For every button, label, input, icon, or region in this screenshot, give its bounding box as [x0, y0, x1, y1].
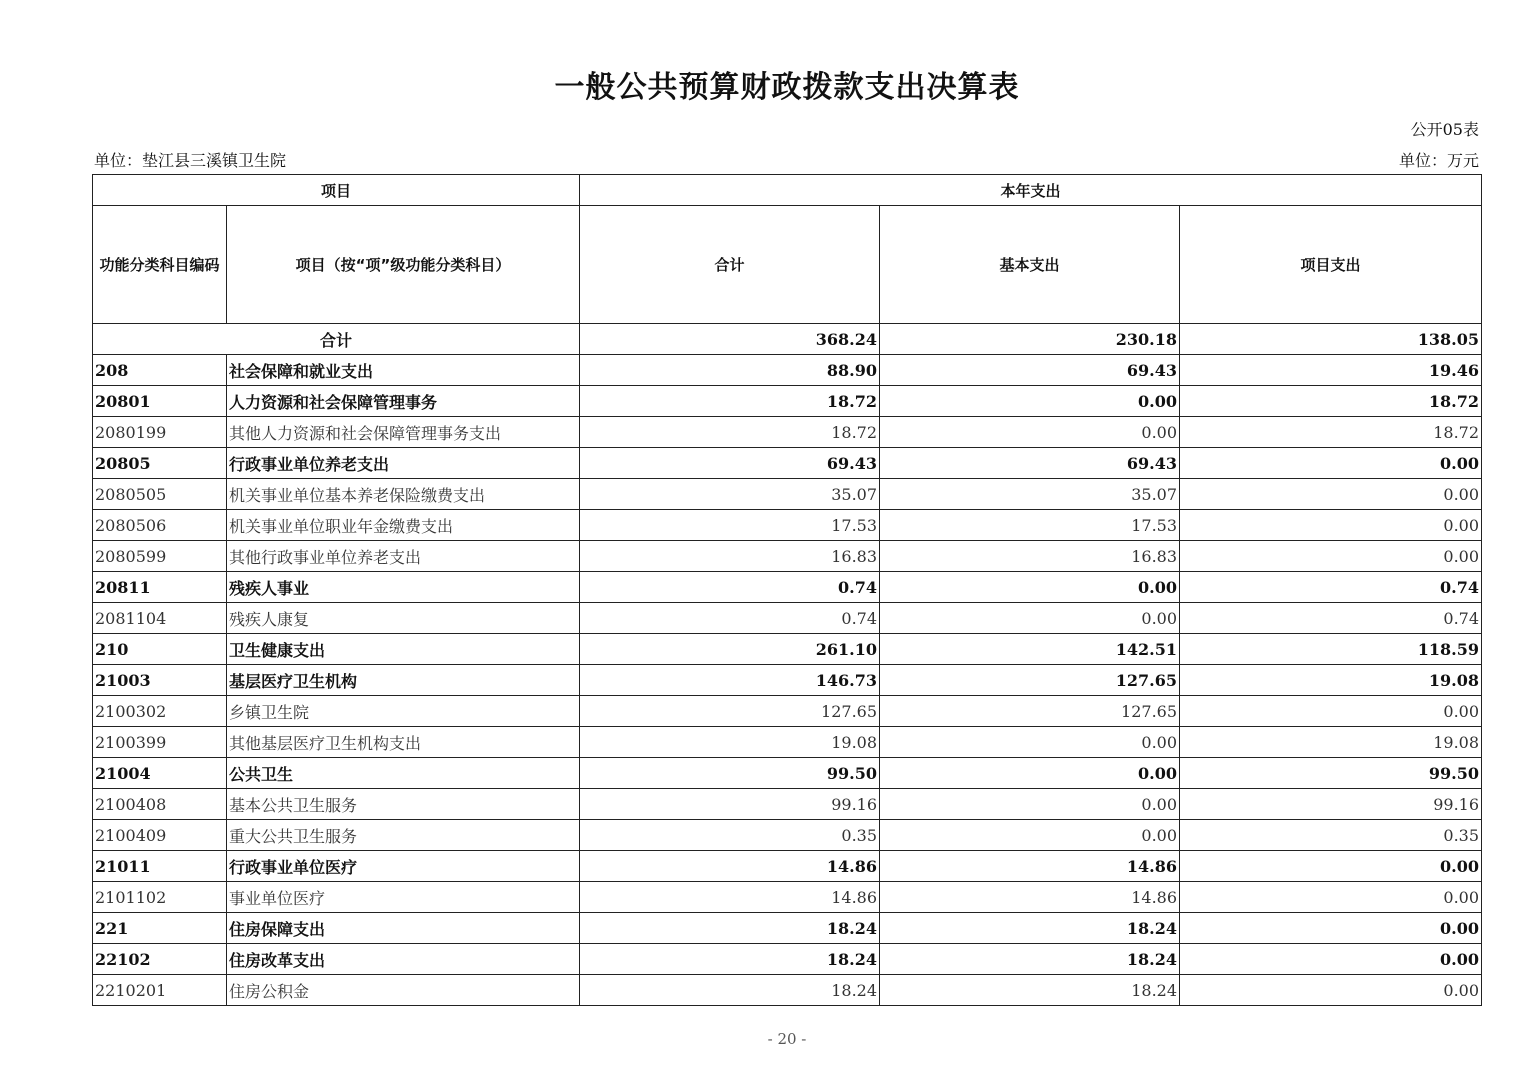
row-total: 35.07	[580, 479, 880, 510]
row-project: 0.00	[1180, 913, 1482, 944]
row-name: 住房公积金	[227, 975, 580, 1006]
row-name: 公共卫生	[227, 758, 580, 789]
row-name: 机关事业单位职业年金缴费支出	[227, 510, 580, 541]
header-project: 项目支出	[1180, 206, 1482, 324]
row-project: 19.08	[1180, 665, 1482, 696]
row-basic: 142.51	[880, 634, 1180, 665]
table-row	[93, 913, 1482, 944]
row-basic: 127.65	[880, 665, 1180, 696]
row-name: 其他基层医疗卫生机构支出	[227, 727, 580, 758]
row-name: 残疾人康复	[227, 603, 580, 634]
row-name: 住房保障支出	[227, 913, 580, 944]
table-row	[93, 603, 1482, 634]
reporting-unit: 单位：垫江县三溪镇卫生院	[94, 151, 287, 170]
table-row	[93, 851, 1482, 882]
row-total: 14.86	[580, 882, 880, 913]
page-number: - 20 -	[767, 1030, 807, 1048]
row-basic: 0.00	[880, 820, 1180, 851]
row-total: 18.72	[580, 386, 880, 417]
row-basic: 127.65	[880, 696, 1180, 727]
header-name: 项目（按“项”级功能分类科目）	[227, 206, 580, 324]
expenditure-table	[92, 174, 1482, 1006]
row-name: 行政事业单位养老支出	[227, 448, 580, 479]
row-code: 20811	[93, 572, 227, 603]
row-code: 2100408	[93, 789, 227, 820]
form-number: 公开05表	[1410, 120, 1479, 139]
total-basic: 230.18	[880, 324, 1180, 355]
row-project: 0.35	[1180, 820, 1482, 851]
row-total: 0.74	[580, 603, 880, 634]
row-project: 0.00	[1180, 944, 1482, 975]
total-label: 合计	[93, 324, 580, 355]
row-project: 19.08	[1180, 727, 1482, 758]
table-row	[93, 758, 1482, 789]
header-basic: 基本支出	[880, 206, 1180, 324]
row-code: 2100409	[93, 820, 227, 851]
row-code: 21004	[93, 758, 227, 789]
table-row	[93, 820, 1482, 851]
row-name: 社会保障和就业支出	[227, 355, 580, 386]
row-basic: 14.86	[880, 851, 1180, 882]
row-basic: 0.00	[880, 789, 1180, 820]
row-basic: 69.43	[880, 448, 1180, 479]
table-row	[93, 417, 1482, 448]
row-total: 0.74	[580, 572, 880, 603]
row-project: 0.74	[1180, 572, 1482, 603]
row-basic: 17.53	[880, 510, 1180, 541]
row-project: 0.00	[1180, 696, 1482, 727]
row-basic: 69.43	[880, 355, 1180, 386]
row-name: 行政事业单位医疗	[227, 851, 580, 882]
row-code: 20801	[93, 386, 227, 417]
table-row	[93, 479, 1482, 510]
row-project: 99.50	[1180, 758, 1482, 789]
total-row	[93, 324, 1482, 355]
row-name: 住房改革支出	[227, 944, 580, 975]
row-project: 118.59	[1180, 634, 1482, 665]
row-name: 机关事业单位基本养老保险缴费支出	[227, 479, 580, 510]
row-total: 18.24	[580, 944, 880, 975]
table-row	[93, 541, 1482, 572]
row-code: 208	[93, 355, 227, 386]
row-code: 22102	[93, 944, 227, 975]
row-total: 18.24	[580, 913, 880, 944]
table-row	[93, 789, 1482, 820]
row-project: 0.00	[1180, 479, 1482, 510]
table-row	[93, 510, 1482, 541]
row-code: 2080599	[93, 541, 227, 572]
row-project: 0.00	[1180, 541, 1482, 572]
row-name: 残疾人事业	[227, 572, 580, 603]
row-total: 18.72	[580, 417, 880, 448]
row-project: 0.00	[1180, 510, 1482, 541]
row-project: 0.00	[1180, 975, 1482, 1006]
row-code: 2100302	[93, 696, 227, 727]
row-project: 99.16	[1180, 789, 1482, 820]
row-basic: 14.86	[880, 882, 1180, 913]
row-project: 18.72	[1180, 386, 1482, 417]
row-basic: 18.24	[880, 913, 1180, 944]
table-row	[93, 882, 1482, 913]
row-total: 127.65	[580, 696, 880, 727]
row-basic: 0.00	[880, 727, 1180, 758]
table-row	[93, 665, 1482, 696]
row-basic: 18.24	[880, 944, 1180, 975]
header-group-current-year: 本年支出	[580, 175, 1482, 206]
row-name: 其他行政事业单位养老支出	[227, 541, 580, 572]
total-project: 138.05	[1180, 324, 1482, 355]
table-row	[93, 944, 1482, 975]
row-total: 14.86	[580, 851, 880, 882]
header-total: 合计	[580, 206, 880, 324]
row-code: 2101102	[93, 882, 227, 913]
table-row	[93, 448, 1482, 479]
row-code: 2080199	[93, 417, 227, 448]
row-basic: 0.00	[880, 417, 1180, 448]
row-project: 0.00	[1180, 448, 1482, 479]
row-total: 261.10	[580, 634, 880, 665]
row-name: 基层医疗卫生机构	[227, 665, 580, 696]
row-project: 0.74	[1180, 603, 1482, 634]
row-code: 2080506	[93, 510, 227, 541]
currency-unit: 单位：万元	[1398, 151, 1479, 170]
row-code: 21003	[93, 665, 227, 696]
row-code: 2080505	[93, 479, 227, 510]
table-row	[93, 572, 1482, 603]
row-project: 18.72	[1180, 417, 1482, 448]
row-project: 0.00	[1180, 851, 1482, 882]
row-total: 19.08	[580, 727, 880, 758]
row-project: 0.00	[1180, 882, 1482, 913]
row-total: 99.16	[580, 789, 880, 820]
row-total: 69.43	[580, 448, 880, 479]
row-name: 重大公共卫生服务	[227, 820, 580, 851]
row-basic: 16.83	[880, 541, 1180, 572]
row-name: 事业单位医疗	[227, 882, 580, 913]
header-group-items: 项目	[93, 175, 580, 206]
row-name: 人力资源和社会保障管理事务	[227, 386, 580, 417]
table-row	[93, 727, 1482, 758]
row-basic: 0.00	[880, 386, 1180, 417]
row-code: 2100399	[93, 727, 227, 758]
row-basic: 0.00	[880, 603, 1180, 634]
row-total: 16.83	[580, 541, 880, 572]
header-code: 功能分类科目编码	[93, 206, 227, 324]
row-total: 17.53	[580, 510, 880, 541]
row-name: 卫生健康支出	[227, 634, 580, 665]
table-row	[93, 696, 1482, 727]
row-basic: 18.24	[880, 975, 1180, 1006]
row-total: 88.90	[580, 355, 880, 386]
row-code: 20805	[93, 448, 227, 479]
row-name: 基本公共卫生服务	[227, 789, 580, 820]
row-total: 146.73	[580, 665, 880, 696]
row-basic: 0.00	[880, 758, 1180, 789]
table-row	[93, 975, 1482, 1006]
row-code: 210	[93, 634, 227, 665]
table-row	[93, 634, 1482, 665]
row-basic: 35.07	[880, 479, 1180, 510]
total-sum: 368.24	[580, 324, 880, 355]
row-code: 2081104	[93, 603, 227, 634]
row-code: 2210201	[93, 975, 227, 1006]
row-code: 21011	[93, 851, 227, 882]
row-total: 0.35	[580, 820, 880, 851]
row-code: 221	[93, 913, 227, 944]
row-name: 乡镇卫生院	[227, 696, 580, 727]
row-basic: 0.00	[880, 572, 1180, 603]
row-total: 99.50	[580, 758, 880, 789]
document-title: 一般公共预算财政拨款支出决算表	[554, 70, 1020, 105]
row-project: 19.46	[1180, 355, 1482, 386]
row-name: 其他人力资源和社会保障管理事务支出	[227, 417, 580, 448]
table-row	[93, 355, 1482, 386]
table-row	[93, 386, 1482, 417]
row-total: 18.24	[580, 975, 880, 1006]
